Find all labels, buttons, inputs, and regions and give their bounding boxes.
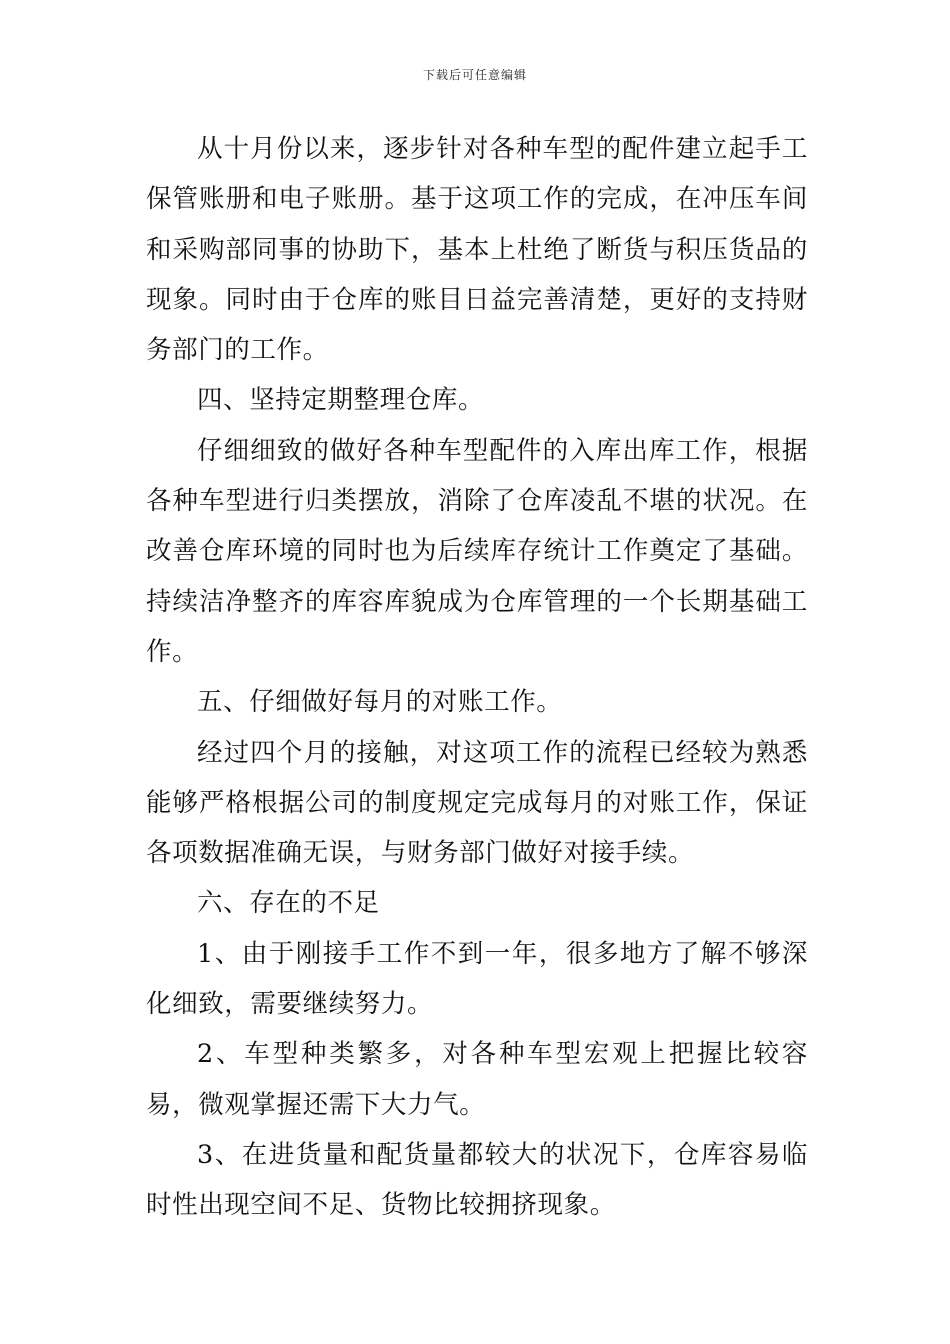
section-heading-monthly-reconciliation: 五、仔细做好每月的对账工作。 xyxy=(197,687,563,718)
header-note: 下载后可任意编辑 xyxy=(422,68,527,82)
paragraph-monthly-reconciliation: 经过四个月的接触，对这项工作的流程已经较为熟悉能够严格根据公司的制度规定完成每月的对账工作，保证各项数据准确无误，与财务部门做好对接手续。 xyxy=(146,737,808,869)
list-item-shortcoming-2: 2、车型种类繁多，对各种车型宏观上把握比较容易，微观掌握还需下大力气。 xyxy=(146,1039,808,1120)
body-text xyxy=(146,124,808,1231)
list-item-shortcoming-1: 1、由于刚接手工作不到一年，很多地方了解不够深化细致，需要继续努力。 xyxy=(146,938,808,1020)
paragraph-ledger-setup: 从十月份以来，逐步针对各种车型的配件建立起手工保管账册和电子账册。基于这项工作的完成，在冲压车间和采购部同事的协助下，基本上杜绝了断货与积压货品的现象。同时由于仓库的账目日益完善清楚，更好的支持财务部门的工作。 xyxy=(146,134,808,366)
paragraph-warehouse-tidy: 仔细细致的做好各种车型配件的入库出库工作，根据各种车型进行归类摆放，消除了仓库凌乱不堪的状况。在改善仓库环境的同时也为后续库存统计工作奠定了基础。持续洁净整齐的库容库貌成为仓库管理的一个长期基础工作。 xyxy=(146,435,808,667)
section-heading-shortcomings: 六、存在的不足 xyxy=(197,888,380,919)
list-item-shortcoming-3: 3、在进货量和配货量都较大的状况下，仓库容易临时性出现空间不足、货物比较拥挤现象。 xyxy=(146,1139,808,1221)
section-heading-warehouse-tidy: 四、坚持定期整理仓库。 xyxy=(197,385,485,416)
